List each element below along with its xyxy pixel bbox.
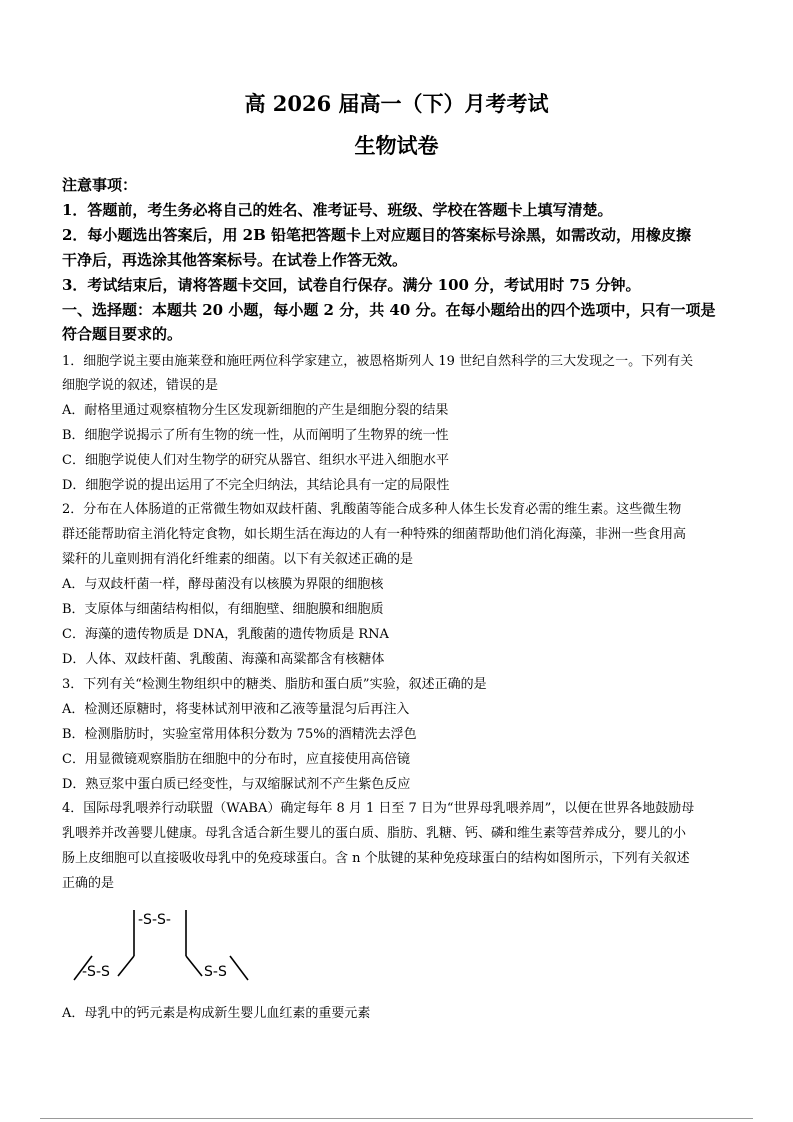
disulfide-bond-right: S-S (204, 964, 227, 980)
q4-stem-cont-1: 乳喂养并改善婴儿健康。母乳含适合新生婴儿的蛋白质、脂肪、乳糖、钙、磷和维生素等营养成分，婴儿的小 (62, 826, 687, 841)
q2-option-a: A．与双歧杆菌一样，酵母菌没有以核膜为界限的细胞核 (62, 577, 384, 592)
q1-option-b: B．细胞学说揭示了所有生物的统一性，从而阐明了生物界的统一性 (62, 428, 449, 443)
notice-heading: 注意事项： (62, 176, 138, 194)
q3-option-a: A．检测还原糖时，将斐林试剂甲液和乙液等量混匀后再注入 (62, 702, 410, 717)
q2-option-c: C．海藻的遗传物质是 DNA，乳酸菌的遗传物质是 RNA (62, 627, 389, 642)
section-heading-cont: 符合题目要求的。 (62, 325, 183, 343)
heavy-chain-right-arm (186, 956, 202, 976)
q1-stem: 1．细胞学说主要由施莱登和施旺两位科学家建立，被恩格斯列人 19 世纪自然科学的三大发现之一。下列有关 (62, 354, 694, 369)
exam-title: 高 2026 届高一（下）月考考试 (244, 91, 549, 116)
q4-stem-cont-2: 肠上皮细胞可以直接吸收母乳中的免疫球蛋白。含 n 个肽键的某种免疫球蛋白的结构如图所示，下列有关叙述 (62, 851, 690, 866)
q1-option-d: D．细胞学说的提出运用了不完全归纳法，其结论具有一定的局限性 (62, 478, 450, 493)
notice-item-2: 2．每小题选出答案后，用 2B 铅笔把答题卡上对应题目的答案标号涂黑，如需改动，用橡皮擦 (62, 226, 692, 244)
light-chain-right (230, 956, 248, 980)
immunoglobulin-structure-figure (64, 900, 274, 990)
q2-stem: 2．分布在人体肠道的正常微生物如双歧杆菌、乳酸菌等能合成多种人体生长发育必需的维生素。这些微生物 (62, 502, 682, 517)
page-bottom-rule (40, 1118, 753, 1119)
q4-option-a: A．母乳中的钙元素是构成新生婴儿血红素的重要元素 (62, 1006, 371, 1021)
heavy-chain-left-arm (118, 956, 134, 976)
section-heading: 一、选择题：本题共 20 小题，每小题 2 分，共 40 分。在每小题给出的四个选项中，只有一项是 (62, 301, 716, 319)
q4-stem: 4．国际母乳喂养行动联盟（WABA）确定每年 8 月 1 日至 7 日为“世界母乳喂养周”，以便在世界各地鼓励母 (62, 801, 695, 816)
q3-option-d: D．熟豆浆中蛋白质已经变性，与双缩脲试剂不产生紫色反应 (62, 777, 411, 792)
q1-option-a: A．耐格里通过观察植物分生区发现新细胞的产生是细胞分裂的结果 (62, 403, 449, 418)
q3-option-c: C．用显微镜观察脂肪在细胞中的分布时，应直接使用高倍镜 (62, 752, 410, 767)
disulfide-bond-left: -S-S (82, 964, 110, 980)
q1-stem-cont: 细胞学说的叙述，错误的是 (62, 378, 219, 393)
q3-option-b: B．检测脂肪时，实验室常用体积分数为 75%的酒精洗去浮色 (62, 727, 417, 742)
exam-subtitle: 生物试卷 (354, 133, 439, 158)
q4-stem-cont-3: 正确的是 (62, 876, 115, 891)
q2-option-b: B．支原体与细菌结构相似，有细胞壁、细胞膜和细胞质 (62, 602, 384, 617)
notice-item-3: 3．考试结束后，请将答题卡交回，试卷自行保存。满分 100 分，考试用时 75 分钟。 (62, 276, 641, 294)
q3-stem: 3．下列有关“检测生物组织中的糖类、脂肪和蛋白质”实验，叙述正确的是 (62, 677, 487, 692)
notice-item-2-cont: 干净后，再选涂其他答案标号。在试卷上作答无效。 (62, 251, 408, 269)
q2-stem-cont-1: 群还能帮助宿主消化特定食物，如长期生活在海边的人有一种特殊的细菌帮助他们消化海藻，非洲一些食用高 (62, 527, 687, 542)
notice-item-1: 1．答题前，考生务必将自己的姓名、准考证号、班级、学校在答题卡上填写清楚。 (62, 201, 613, 219)
q2-option-d: D．人体、双歧杆菌、乳酸菌、海藻和高粱都含有核糖体 (62, 652, 385, 667)
q2-stem-cont-2: 粱秆的儿童则拥有消化纤维素的细菌。以下有关叙述正确的是 (62, 552, 414, 567)
disulfide-bond-top: -S-S- (138, 912, 171, 928)
q1-option-c: C．细胞学说使人们对生物学的研究从器官、组织水平进入细胞水平 (62, 453, 449, 468)
